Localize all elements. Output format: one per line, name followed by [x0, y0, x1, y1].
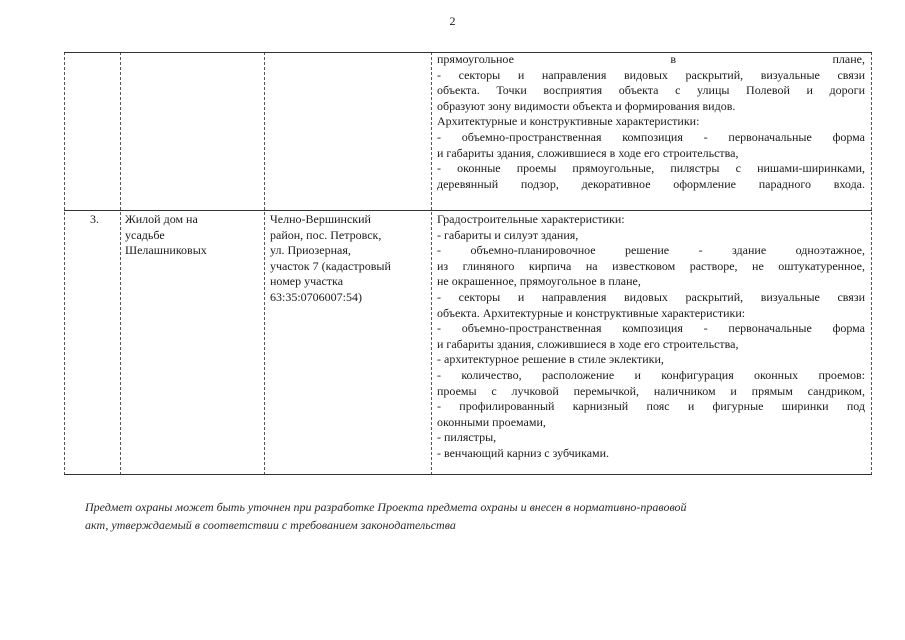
address-line: Челно-Вершинский: [270, 212, 371, 226]
description-line: - объемно-пространственная композиция - первоначальные форма: [437, 129, 865, 144]
object-name-line: Жилой дом на: [125, 212, 198, 226]
footnote-line: Предмет охраны может быть уточнен при разработке Проекта предмета охраны и внесен в нормативно-правовой: [85, 500, 687, 514]
description-line: из глиняного кирпича на известковом растворе, не оштукатуренное,: [437, 258, 865, 273]
description-line: - пилястры,: [437, 430, 497, 445]
description-line: - оконные проемы прямоугольные, пилястры с нишами-ширинками,: [437, 161, 865, 176]
object-address: [270, 212, 430, 306]
description-line: объекта. Архитектурные и конструктивные характеристики:: [437, 305, 746, 320]
table-border-left: [64, 52, 65, 475]
footnote-line: акт, утверждаемый в соответствии с требованием законодательства: [85, 518, 456, 532]
description-line: - габариты и силуэт здания,: [437, 227, 579, 242]
description-line: - объемно-планировочное решение - здание одноэтажное,: [437, 243, 865, 258]
description-line: оконными проемами,: [437, 414, 546, 429]
description-line: - количество, расположение и конфигурация оконных проемов:: [437, 367, 865, 382]
object-name: [125, 212, 261, 259]
object-protection-subject: [437, 212, 865, 462]
row-number: 3.: [90, 212, 99, 226]
description-line: деревянный подзор, декоративное оформление парадного входа.: [437, 176, 865, 191]
address-line: ул. Приозерная,: [270, 243, 351, 258]
description-line: - секторы и направления видовых раскрытий, визуальные связи: [437, 67, 865, 82]
description-line: и габариты здания, сложившиеся в ходе его строительства,: [437, 336, 739, 351]
column-divider-1: [120, 52, 121, 475]
description-line: - секторы и направления видовых раскрытий, визуальные связи: [437, 289, 865, 304]
description-line: - венчающий карниз с зубчиками.: [437, 445, 610, 460]
description-line: проемы с лучковой перемычкой, наличником и прямым сандриком,: [437, 383, 865, 398]
column-divider-3: [431, 52, 432, 475]
footnote: [85, 498, 825, 534]
address-line: 63:35:0706007:54): [270, 289, 362, 304]
page-number: 2: [449, 14, 456, 28]
address-line: номер участка: [270, 274, 344, 289]
object-name-line: усадьбе: [125, 227, 165, 242]
object-name-line: Шелашниковых: [125, 243, 207, 258]
description-line: прямоугольное в плане,: [437, 52, 865, 66]
row-divider: [64, 210, 872, 211]
address-line: участок 7 (кадастровый: [270, 258, 391, 273]
table-border-right: [871, 52, 872, 475]
address-line: район, пос. Петровск,: [270, 227, 382, 242]
description-line: образуют зону видимости объекта и формирования видов.: [437, 98, 736, 113]
description-line: и габариты здания, сложившиеся в ходе его строительства,: [437, 145, 739, 160]
heritage-table: [64, 52, 872, 475]
column-divider-2: [264, 52, 265, 475]
description-line: - архитектурное решение в стиле эклектики,: [437, 352, 664, 367]
description-line: Градостроительные характеристики:: [437, 212, 625, 226]
description-line: - профилированный карнизный пояс и фигурные ширинки под: [437, 399, 865, 414]
description-line: объекта. Точки восприятия объекта с улицы Полевой и дороги: [437, 83, 865, 98]
description-line: - объемно-пространственная композиция - первоначальные форма: [437, 321, 865, 336]
table-bottom-border: [64, 474, 872, 475]
previous-row-description: [437, 52, 865, 192]
description-line: не окрашенное, прямоугольное в плане,: [437, 274, 641, 289]
description-line: Архитектурные и конструктивные характеристики:: [437, 114, 700, 129]
